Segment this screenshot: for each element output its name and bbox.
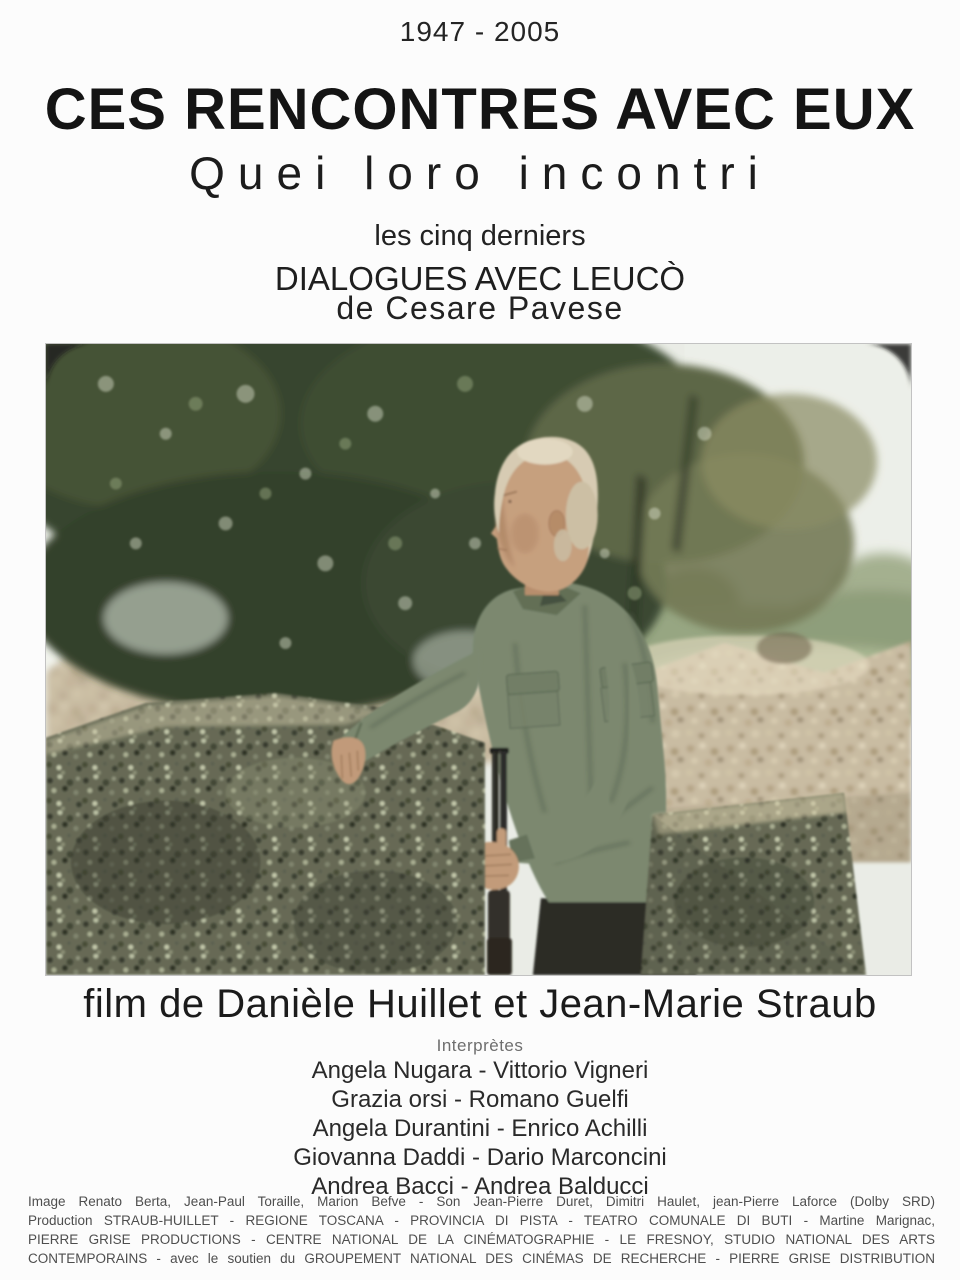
cast-heading: Interprètes xyxy=(436,1036,524,1055)
film-still-photo xyxy=(45,343,912,976)
credits-line: Production STRAUB-HUILLET - REGIONE TOSCANA - PROVINCIA DI PISTA - TEATRO COMUNALE DI BUTI - Martine Marignac, xyxy=(28,1213,935,1228)
title-french: CES RENCONTRES AVEC EUX xyxy=(44,77,916,142)
title-italian: Quei loro incontri xyxy=(189,147,771,199)
technical-credits xyxy=(28,1192,935,1268)
credits-line: Image Renato Berta, Jean-Paul Toraille, Marion Befve - Son Jean-Pierre Duret, Dimitri Haulet, jean-Pierre Laforce (Dolby SRD) xyxy=(28,1194,935,1209)
credits-line: PIERRE GRISE PRODUCTIONS - CENTRE NATIONAL DE LA CINÉMATOGRAPHIE - LE FRESNOY, STUDIO NATIONAL DES ARTS xyxy=(28,1232,935,1247)
film-still-illustration xyxy=(46,344,911,975)
cast-line: Angela Durantini - Enrico Achilli xyxy=(312,1115,648,1142)
cast-line: Giovanna Daddi - Dario Marconcini xyxy=(293,1144,667,1171)
credits-line: CONTEMPORAINS - avec le soutien du GROUPEMENT NATIONAL DES CINÉMAS DE RECHERCHE - PIERRE GRISE DISTRIBUTION xyxy=(28,1251,935,1266)
cast-line: Andrea Bacci - Andrea Balducci xyxy=(311,1173,649,1200)
cast-list xyxy=(0,1056,960,1201)
subtitle-line-1: les cinq derniers xyxy=(374,220,586,252)
poster-years: 1947 - 2005 xyxy=(399,16,561,47)
subtitle-line-3: de Cesare Pavese xyxy=(336,290,624,326)
cast-line: Grazia orsi - Romano Guelfi xyxy=(331,1086,629,1113)
cast-line: Angela Nugara - Vittorio Vigneri xyxy=(311,1057,649,1084)
subtitle-line-2: DIALOGUES AVEC LEUCÒ xyxy=(274,260,686,297)
director-credit: film de Danièle Huillet et Jean-Marie Straub xyxy=(83,982,877,1026)
